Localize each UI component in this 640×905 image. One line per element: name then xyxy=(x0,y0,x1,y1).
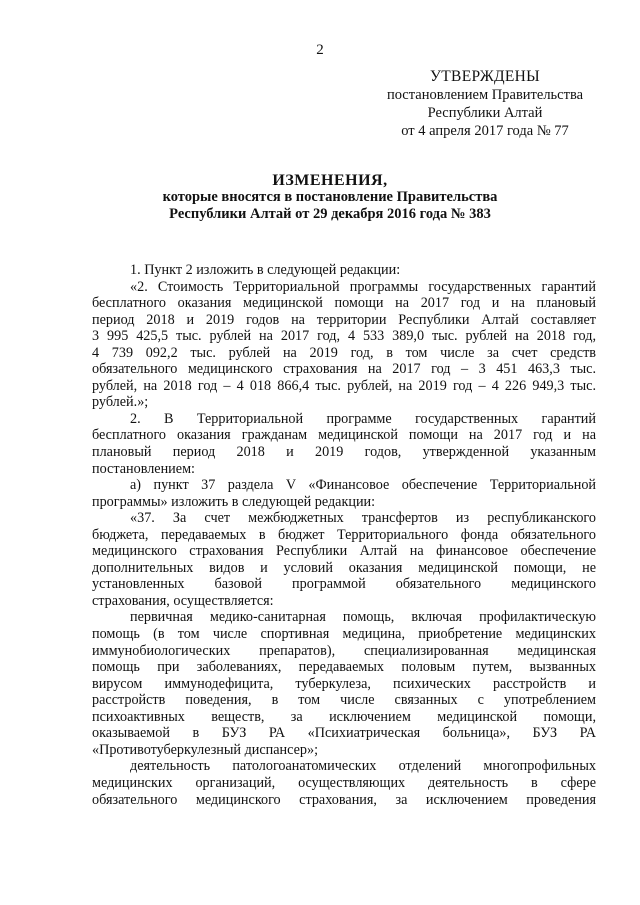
page-number: 2 xyxy=(316,42,324,58)
body-line: плановый период 2018 и 2019 годов, утвержденной указанным xyxy=(92,444,596,461)
heading-title: ИЗМЕНЕНИЯ, xyxy=(272,172,388,189)
heading-subtitle-line: которые вносятся в постановление Правительства xyxy=(162,189,498,205)
approval-line: Республики Алтай xyxy=(427,105,543,121)
body-line: деятельность патологоанатомических отделений многопрофильных xyxy=(130,758,596,775)
body-line: 3 995 425,5 тыс. рублей на 2017 год, 4 533 389,0 тыс. рублей на 2018 год, xyxy=(92,328,596,345)
body-line: вирусом иммунодефицита, туберкулеза, психических расстройств и xyxy=(92,675,596,692)
body-line: расстройств поведения, в том числе связанных с употреблением xyxy=(92,692,596,709)
body-line: помощь (в том числе спортивная медицина, приобретение медицинских xyxy=(92,626,596,643)
body-line: медицинского страхования Республики Алтай на финансовое обеспечение xyxy=(92,543,596,560)
body-line: страхования, осуществляется: xyxy=(92,592,274,609)
body-line: помощь при заболеваниях, передаваемых половым путем, вызванных xyxy=(92,659,596,676)
body-line: рублей, на 2018 год – 4 018 866,4 тыс. рублей, на 2019 год – 4 226 949,3 тыс. xyxy=(92,377,596,394)
body-line: постановлением: xyxy=(92,460,195,477)
heading-subtitle-line: Республики Алтай от 29 декабря 2016 года № 383 xyxy=(169,206,491,222)
body-line: рублей.»; xyxy=(92,394,149,411)
body-line: программы» изложить в следующей редакции: xyxy=(92,493,376,510)
body-line: бесплатного оказания гражданам медицинской помощи на 2017 год и на xyxy=(92,427,596,444)
body-line: 2. В Территориальной программе государственных гарантий xyxy=(130,410,596,427)
approval-line: УТВЕРЖДЕНЫ xyxy=(430,68,540,85)
body-line: «Противотуберкулезный диспансер»; xyxy=(92,741,319,758)
body-line: медицинских организаций, осуществляющих деятельность в сфере xyxy=(92,774,596,791)
body-line: психоактивных веществ, за исключением медицинской помощи, xyxy=(92,708,596,725)
body-line: бюджета, передаваемых в бюджет Территориального фонда обязательного xyxy=(92,526,596,543)
body-line: дополнительных видов и условий оказания медицинской помощи, не xyxy=(92,559,596,576)
body-line: а) пункт 37 раздела V «Финансовое обеспечение Территориальной xyxy=(130,477,596,494)
body-line: обязательного медицинского страхования на 2017 год – 3 451 463,3 тыс. xyxy=(92,361,596,378)
approval-line: от 4 апреля 2017 года № 77 xyxy=(401,123,569,139)
approval-line: постановлением Правительства xyxy=(386,87,584,103)
document-body xyxy=(92,262,596,808)
body-line: бесплатного оказания медицинской помощи на 2017 год и на плановый xyxy=(92,295,596,312)
body-line: 1. Пункт 2 изложить в следующей редакции: xyxy=(130,262,401,278)
body-line: период 2018 и 2019 годов на территории Республики Алтай составляет xyxy=(92,311,596,328)
body-line: первичная медико-санитарная помощь, включая профилактическую xyxy=(130,609,596,626)
document-heading xyxy=(60,172,600,223)
body-line: обязательного медицинского страхования, за исключением проведения xyxy=(92,791,596,808)
body-line: установленных базовой программой обязательного медицинского xyxy=(92,576,596,593)
body-line: оказываемой в БУЗ РА «Психиатрическая больница», БУЗ РА xyxy=(92,725,596,742)
body-line: «2. Стоимость Территориальной программы государственных гарантий xyxy=(130,278,596,295)
body-line: «37. За счет межбюджетных трансфертов из республиканского xyxy=(130,510,596,527)
approval-block xyxy=(380,68,590,140)
body-line: иммунобиологических препаратов), специализированная медицинская xyxy=(92,642,596,659)
body-line: 4 739 092,2 тыс. рублей на 2019 год, в том числе за счет средств xyxy=(92,344,596,361)
